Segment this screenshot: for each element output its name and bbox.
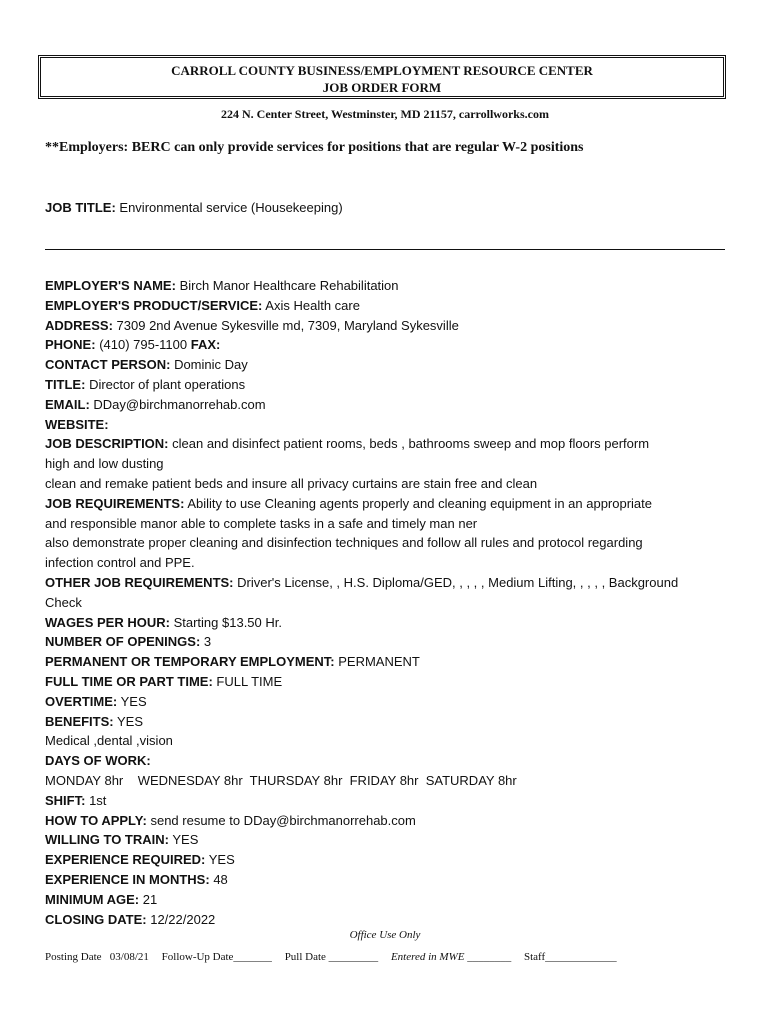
how-to-apply-label: HOW TO APPLY: (45, 812, 147, 828)
overtime-label: OVERTIME: (45, 693, 118, 709)
form-name: JOB ORDER FORM (322, 80, 442, 95)
closing-date-row (45, 910, 735, 930)
job-requirements-label: JOB REQUIREMENTS: (45, 495, 185, 511)
address-label: ADDRESS: (45, 317, 113, 333)
divider-line (45, 249, 725, 250)
wages-label: WAGES PER HOUR: (45, 614, 170, 630)
job-description-line-2: high and low dusting (45, 456, 164, 472)
follow-up-date: Follow-Up Date_______ (161, 951, 272, 963)
benefits-row (45, 712, 735, 732)
experience-months-value: 48 (213, 871, 228, 887)
job-requirements-row (45, 494, 735, 514)
address-row (45, 316, 735, 336)
permanent-row (45, 652, 735, 672)
closing-date-label: CLOSING DATE: (45, 911, 147, 927)
entered-in-mwe: Entered in MWE ________ (390, 951, 512, 963)
title-label: TITLE: (45, 376, 86, 392)
full-time-value: FULL TIME (216, 673, 283, 689)
minimum-age-label: MINIMUM AGE: (45, 891, 140, 907)
job-description-row (45, 434, 735, 454)
form-header (38, 55, 726, 99)
closing-date-value: 12/22/2022 (150, 911, 216, 927)
permanent-label: PERMANENT OR TEMPORARY EMPLOYMENT: (45, 654, 335, 670)
experience-required-value: YES (208, 852, 235, 868)
experience-required-label: EXPERIENCE REQUIRED: (45, 852, 206, 868)
other-requirements-label: OTHER JOB REQUIREMENTS: (45, 574, 234, 590)
wages-value: Starting $13.50 Hr. (173, 614, 282, 630)
experience-required-row (45, 850, 735, 870)
benefits-label: BENEFITS: (45, 713, 114, 729)
posting-date: Posting Date 03/08/21 (45, 951, 149, 963)
how-to-apply-value: send resume to DDay@birchmanorrehab.com (150, 812, 416, 828)
days-value: MONDAY 8hr WEDNESDAY 8hr THURSDAY 8hr FRIDAY 8hr SATURDAY 8hr (45, 772, 517, 788)
job-description-line-3: clean and remake patient beds and insure all privacy curtains are stain free and clean (45, 475, 538, 491)
website-label: WEBSITE: (45, 416, 109, 432)
days-label-row (45, 751, 735, 771)
header-title: CARROLL COUNTY BUSINESS/EMPLOYMENT RESOURCE CENTER (171, 63, 593, 78)
center-address: 224 N. Center Street, Westminster, MD 21157, carrollworks.com (221, 107, 549, 121)
phone-label: PHONE: (45, 337, 96, 353)
other-requirements-line-2: Check (45, 594, 82, 610)
contact-label: CONTACT PERSON: (45, 357, 171, 373)
contact-row (45, 355, 735, 375)
willing-to-train-label: WILLING TO TRAIN: (45, 832, 169, 848)
minimum-age-row (45, 890, 735, 910)
office-use-title: Office Use Only (349, 929, 421, 941)
wages-row (45, 613, 735, 633)
full-time-row (45, 672, 735, 692)
product-service-row (45, 296, 735, 316)
job-title-value: Environmental service (Housekeeping) (119, 200, 343, 215)
job-requirements-line-1: Ability to use Cleaning agents properly and cleaning equipment in an appropriate (187, 495, 653, 511)
pull-date: Pull Date _________ (284, 951, 379, 963)
staff-field: Staff_____________ (523, 951, 617, 963)
openings-row (45, 632, 735, 652)
permanent-value: PERMANENT (338, 654, 420, 670)
employer-name-row (45, 276, 735, 296)
fax-label: FAX: (190, 337, 221, 353)
shift-value: 1st (89, 792, 107, 808)
phone-row (45, 335, 735, 355)
phone-value: (410) 795-1100 (99, 337, 188, 353)
title-row (45, 375, 735, 395)
job-requirements-line-4: infection control and PPE. (45, 555, 195, 571)
full-time-label: FULL TIME OR PART TIME: (45, 673, 213, 689)
job-title-label: JOB TITLE: (45, 200, 116, 215)
days-label: DAYS OF WORK: (45, 753, 151, 769)
website-row (45, 415, 735, 435)
job-title-row (45, 200, 343, 215)
minimum-age-value: 21 (142, 891, 158, 907)
contact-value: Dominic Day (174, 357, 248, 373)
willing-to-train-row (45, 830, 735, 850)
title-value: Director of plant operations (89, 376, 246, 392)
email-label: EMAIL: (45, 396, 90, 412)
overtime-row (45, 692, 735, 712)
overtime-value: YES (120, 693, 147, 709)
product-service-value: Axis Health care (265, 297, 360, 313)
experience-months-label: EXPERIENCE IN MONTHS: (45, 871, 210, 887)
office-use-row (45, 951, 617, 963)
shift-row (45, 791, 735, 811)
job-description-label: JOB DESCRIPTION: (45, 436, 169, 452)
email-row (45, 395, 735, 415)
employer-name-value: Birch Manor Healthcare Rehabilitation (179, 278, 399, 293)
address-value: 7309 2nd Avenue Sykesville md, 7309, Maryland Sykesville (116, 317, 459, 333)
how-to-apply-row (45, 811, 735, 831)
employer-name-label: EMPLOYER'S NAME: (45, 278, 176, 293)
email-value: DDay@birchmanorrehab.com (93, 396, 266, 412)
other-requirements-line-1: Driver's License, , H.S. Diploma/GED, , , , , Medium Lifting, , , , , Background (237, 574, 679, 590)
product-service-label: EMPLOYER'S PRODUCT/SERVICE: (45, 297, 263, 313)
willing-to-train-value: YES (172, 832, 199, 848)
shift-label: SHIFT: (45, 792, 86, 808)
employer-notice: **Employers: BERC can only provide services for positions that are regular W-2 positions (45, 140, 584, 155)
job-description-line-1: clean and disinfect patient rooms, beds , bathrooms sweep and mop floors perform (172, 436, 650, 452)
other-requirements-row (45, 573, 735, 593)
job-requirements-line-2: and responsible manor able to complete tasks in a safe and timely man ner (45, 515, 478, 531)
experience-months-row (45, 870, 735, 890)
job-requirements-line-3: also demonstrate proper cleaning and disinfection techniques and follow all rules and protocol regarding (45, 535, 643, 551)
benefits-value: YES (117, 713, 144, 729)
openings-value: 3 (203, 634, 212, 650)
benefits-detail: Medical ,dental ,vision (45, 733, 173, 749)
openings-label: NUMBER OF OPENINGS: (45, 634, 201, 650)
job-order-fields (45, 276, 735, 929)
